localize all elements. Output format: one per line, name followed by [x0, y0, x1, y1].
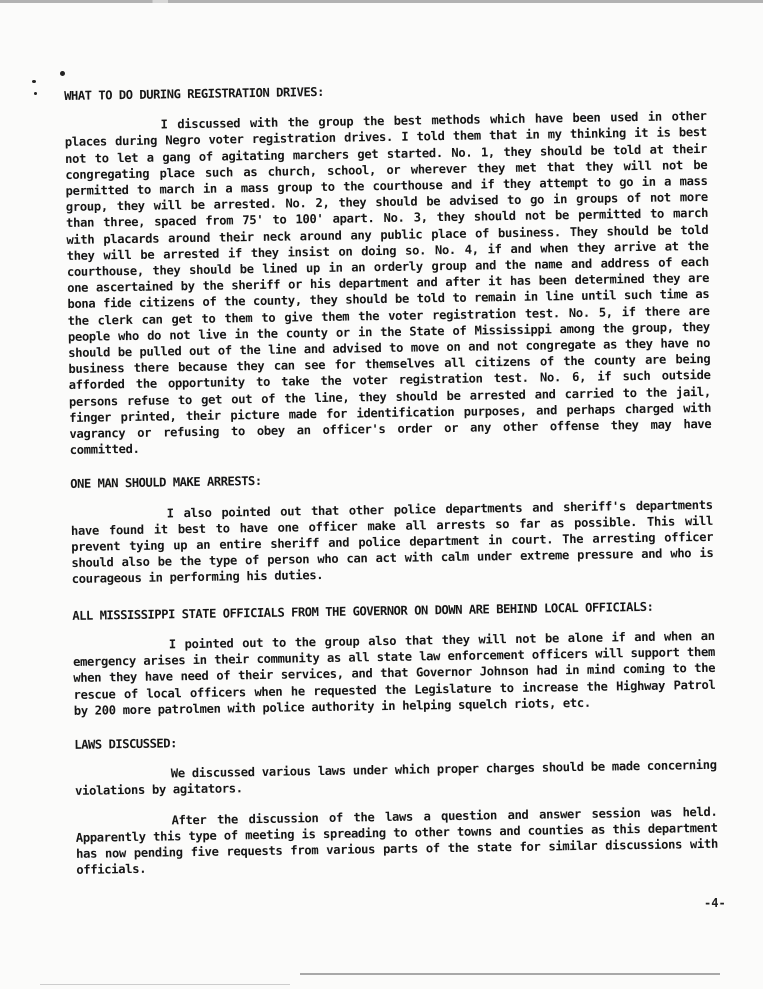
scan-edge-top	[0, 0, 763, 3]
paragraph-registration-drives: I discussed with the group the best methods which have been used in other places during Negro voter registration drives. I told them that in my thinking it is best not to let a gang of agitating marchers get started. No. 1, they should be told at their congregating place such as church, school, or wherever they met that they will not be permitted to march in a mass group to the courthouse and if they attempt to go in a mass group, they will be arrested. No. 2, they should be advised to go in groups of not more than three, spaced from 75' to 100' apart. No. 3, they should not be permitted to march with placards around their neck around any public place of business. They should be told they will be arrested if they insist on doing so. No. 4, if and when they arrive at the courthouse, they should be lined up in an orderly group and the name and address of each one ascertained by the sheriff or his department and after it has been determined they are bona fide citizens of the county, they should be told to remain in line until such time as the clerk can get to them to give them the voter registration test. No. 5, if there are people who do not live in the county or in the State of Mississippi among the group, they should be pulled out of the line and advised to move on and not congregate as they have no business there because they can see for themselves all citizens of the county are being afforded the opportunity to take the voter registration test. No. 6, if such outside persons refuse to get out of the line, they should be arrested and carried to the jail, finger printed, their picture made for identification purposes, and perhaps charged with vagrancy or refusing to obey an officer's order or any other offense they may have committed.	[64, 109, 712, 458]
paragraph-question-session: After the discussion of the laws a question and answer session was held. Apparently this type of meeting is spreading to other towns and counties as this department has now pending five requests from various parts of the state for similar discussions with officials.	[75, 804, 719, 878]
scan-edge-bottom	[300, 973, 720, 975]
section-heading-one-man-arrests: ONE MAN SHOULD MAKE ARRESTS:	[70, 474, 262, 492]
section-heading-registration-drives: WHAT TO DO DURING REGISTRATION DRIVES:	[64, 84, 325, 103]
paragraph-laws-discussed: We discussed various laws under which proper charges should be made concerning violations by agitators.	[74, 757, 717, 799]
section-heading-laws-discussed: LAWS DISCUSSED:	[74, 736, 177, 752]
scan-edge-bottom-faint	[40, 984, 290, 985]
scan-speck	[60, 71, 65, 76]
section-heading-state-officials: ALL MISSISSIPPI STATE OFFICIALS FROM THE GOVERNOR ON DOWN ARE BEHIND LOCAL OFFICIALS:	[72, 599, 654, 623]
document-body	[64, 78, 718, 878]
scan-speck	[34, 92, 37, 95]
scan-speck	[32, 80, 36, 83]
paragraph-state-officials: I pointed out to the group also that they will not be alone if and when an emergency arises in their community as all state law enforcement officers will support them when they have need of their services, and that Governor Johnson had in mind coming to the rescue of local officers when he requested the Legislature to increase the Highway Patrol by 200 more patrolmen with police authority in helping squelch riots, etc.	[72, 628, 716, 718]
page-number: -4-	[704, 896, 726, 910]
paragraph-one-man-arrests: I also pointed out that other police departments and sheriff's departments have found it best to have one officer make all arrests so far as possible. This will prevent tying up an entire sheriff and police department in court. The arresting officer should also be the type of person who can act with calm under extreme pressure and who is courageous in performing his duties.	[70, 497, 714, 587]
